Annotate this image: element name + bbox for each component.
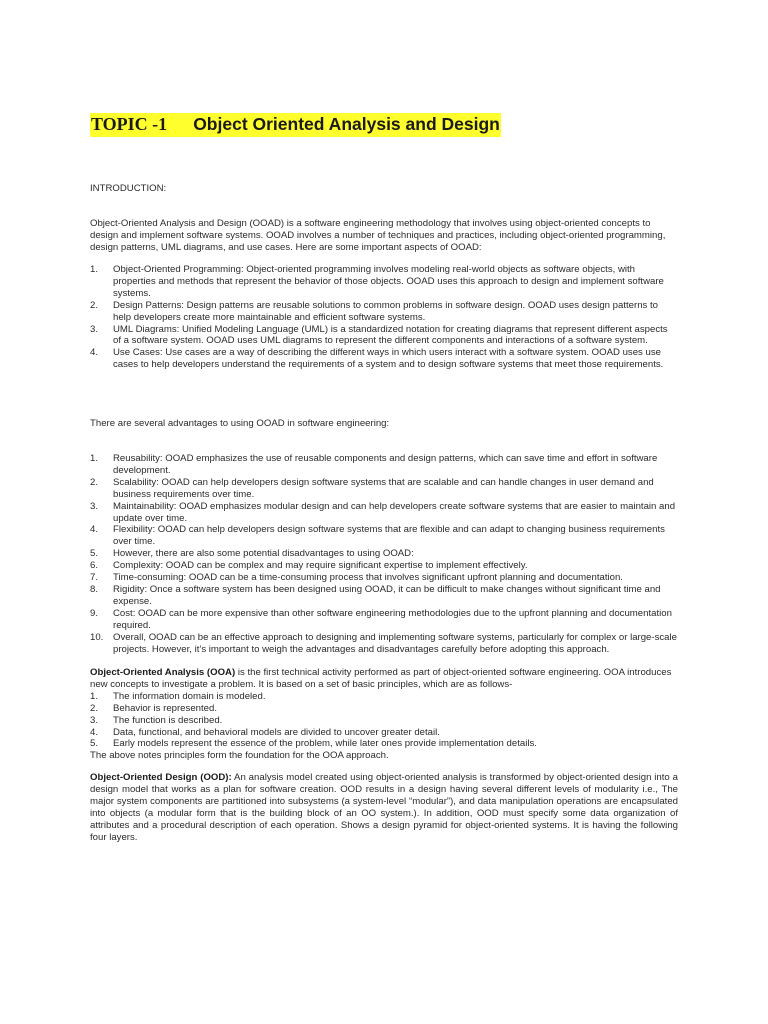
list-item: 1. The information domain is modeled. bbox=[90, 690, 266, 702]
advantages-list bbox=[90, 453, 678, 655]
ood-paragraph: Object-Oriented Design (OOD): An analysis model created using object-oriented analysis is transformed by object-oriented design into a design model that works as a plan for software creation. OOD results in a design having several different levels of modularity i.e., The major system components are partitioned into subsystems (a system-level “modular”), and data manipulation operations are encapsulated into objects (a modular form that is the building block of an OO system.). In addition, OOD must specify some data organization of attributes and a procedural description of each operation. Shows a design pyramid for object-oriented systems. It is having the following four layers. bbox=[90, 772, 678, 843]
list-item: 2. Design Patterns: Design patterns are reusable solutions to common problems in software design. OOAD uses design patterns to help developers create more maintainable and efficient software systems. bbox=[90, 299, 658, 323]
list-item: 2. Behavior is represented. bbox=[90, 702, 217, 714]
list-item: 4. Use Cases: Use cases are a way of describing the different ways in which users interact with a software system. OOAD uses use cases to help developers understand the requirements of a system and to design software systems that meet those requirements. bbox=[90, 347, 664, 371]
ooa-section bbox=[90, 667, 678, 762]
list-item: 5. However, there are also some potential disadvantages to using OOAD: bbox=[90, 548, 414, 560]
list-item: 7. Time-consuming: OOAD can be a time-consuming process that involves significant upfront planning and documentation. bbox=[90, 572, 623, 584]
list-item: 8. Rigidity: Once a software system has been designed using OOAD, it can be difficult to make changes without significant time and expense. bbox=[90, 583, 661, 607]
list-item: 4. Data, functional, and behavioral models are divided to uncover greater detail. bbox=[90, 726, 440, 738]
list-item: 3. UML Diagrams: Unified Modeling Language (UML) is a standardized notation for creating diagrams that represent different aspects of a software system. OOAD uses UML diagrams to represent the different components and interactions of a software system. bbox=[90, 323, 668, 347]
ooa-notes: The above notes principles form the foundation for the OOA approach. bbox=[90, 750, 389, 762]
ooa-term: Object-Oriented Analysis (OOA) bbox=[90, 667, 236, 678]
list-item: 1. Reusability: OOAD emphasizes the use of reusable components and design patterns, which can save time and effort in software development. bbox=[90, 453, 658, 476]
list-item: 10. Overall, OOAD can be an effective approach to designing and implementing software systems, particularly for complex or large-scale projects. However, it’s important to weigh the advantages and disadvantages carefully before adopting this approach. bbox=[90, 631, 677, 655]
aspects-list bbox=[90, 264, 678, 371]
list-item: 3. Maintainability: OOAD emphasizes modular design and can help developers create software systems that are easier to maintain and update over time. bbox=[90, 500, 676, 524]
list-item: 9. Cost: OOAD can be more expensive than other software engineering methodologies due to the upfront planning and documentation required. bbox=[90, 607, 672, 631]
list-item: 3. The function is described. bbox=[90, 714, 223, 726]
advantages-intro: There are several advantages to using OOAD in software engineering: bbox=[90, 418, 390, 429]
ooa-principles-list bbox=[90, 691, 678, 751]
topic-title: Object Oriented Analysis and Design bbox=[193, 114, 500, 134]
list-item: 5. Early models represent the essence of the problem, while later ones provide implementation details. bbox=[90, 738, 537, 750]
list-item: 6. Complexity: OOAD can be complex and may require significant expertise to implement effectively. bbox=[90, 560, 528, 572]
ooa-paragraph: Object-Oriented Analysis (OOA) is the first technical activity performed as part of object-oriented software engineering. OOA introduces new concepts to investigate a problem. It is based on a set of basic principles, which are as follows- bbox=[90, 667, 672, 690]
ood-term: Object-Oriented Design (OOD): bbox=[90, 772, 232, 783]
list-item: 4. Flexibility: OOAD can help developers design software systems that are flexible and can adapt to changing business requirements over time. bbox=[90, 524, 665, 548]
intro-heading: INTRODUCTION: bbox=[90, 183, 167, 194]
page-title bbox=[90, 113, 501, 137]
list-item: 1. Object-Oriented Programming: Object-oriented programming involves modeling real-world objects as software objects, with properties and methods that represent the behavior of those objects. OOAD uses this approach to design and implement software systems. bbox=[90, 264, 664, 299]
topic-number: TOPIC -1 bbox=[91, 114, 168, 134]
list-item: 2. Scalability: OOAD can help developers design software systems that are scalable and can handle changes in user demand and business requirements over time. bbox=[90, 476, 654, 500]
intro-paragraph: Object-Oriented Analysis and Design (OOAD) is a software engineering methodology that involves using object-oriented concepts to design and implement software systems. OOAD involves a number of techniques and practices, including object-oriented programming, design patterns, UML diagrams, and use cases. Here are some important aspects of OOAD: bbox=[90, 218, 666, 253]
